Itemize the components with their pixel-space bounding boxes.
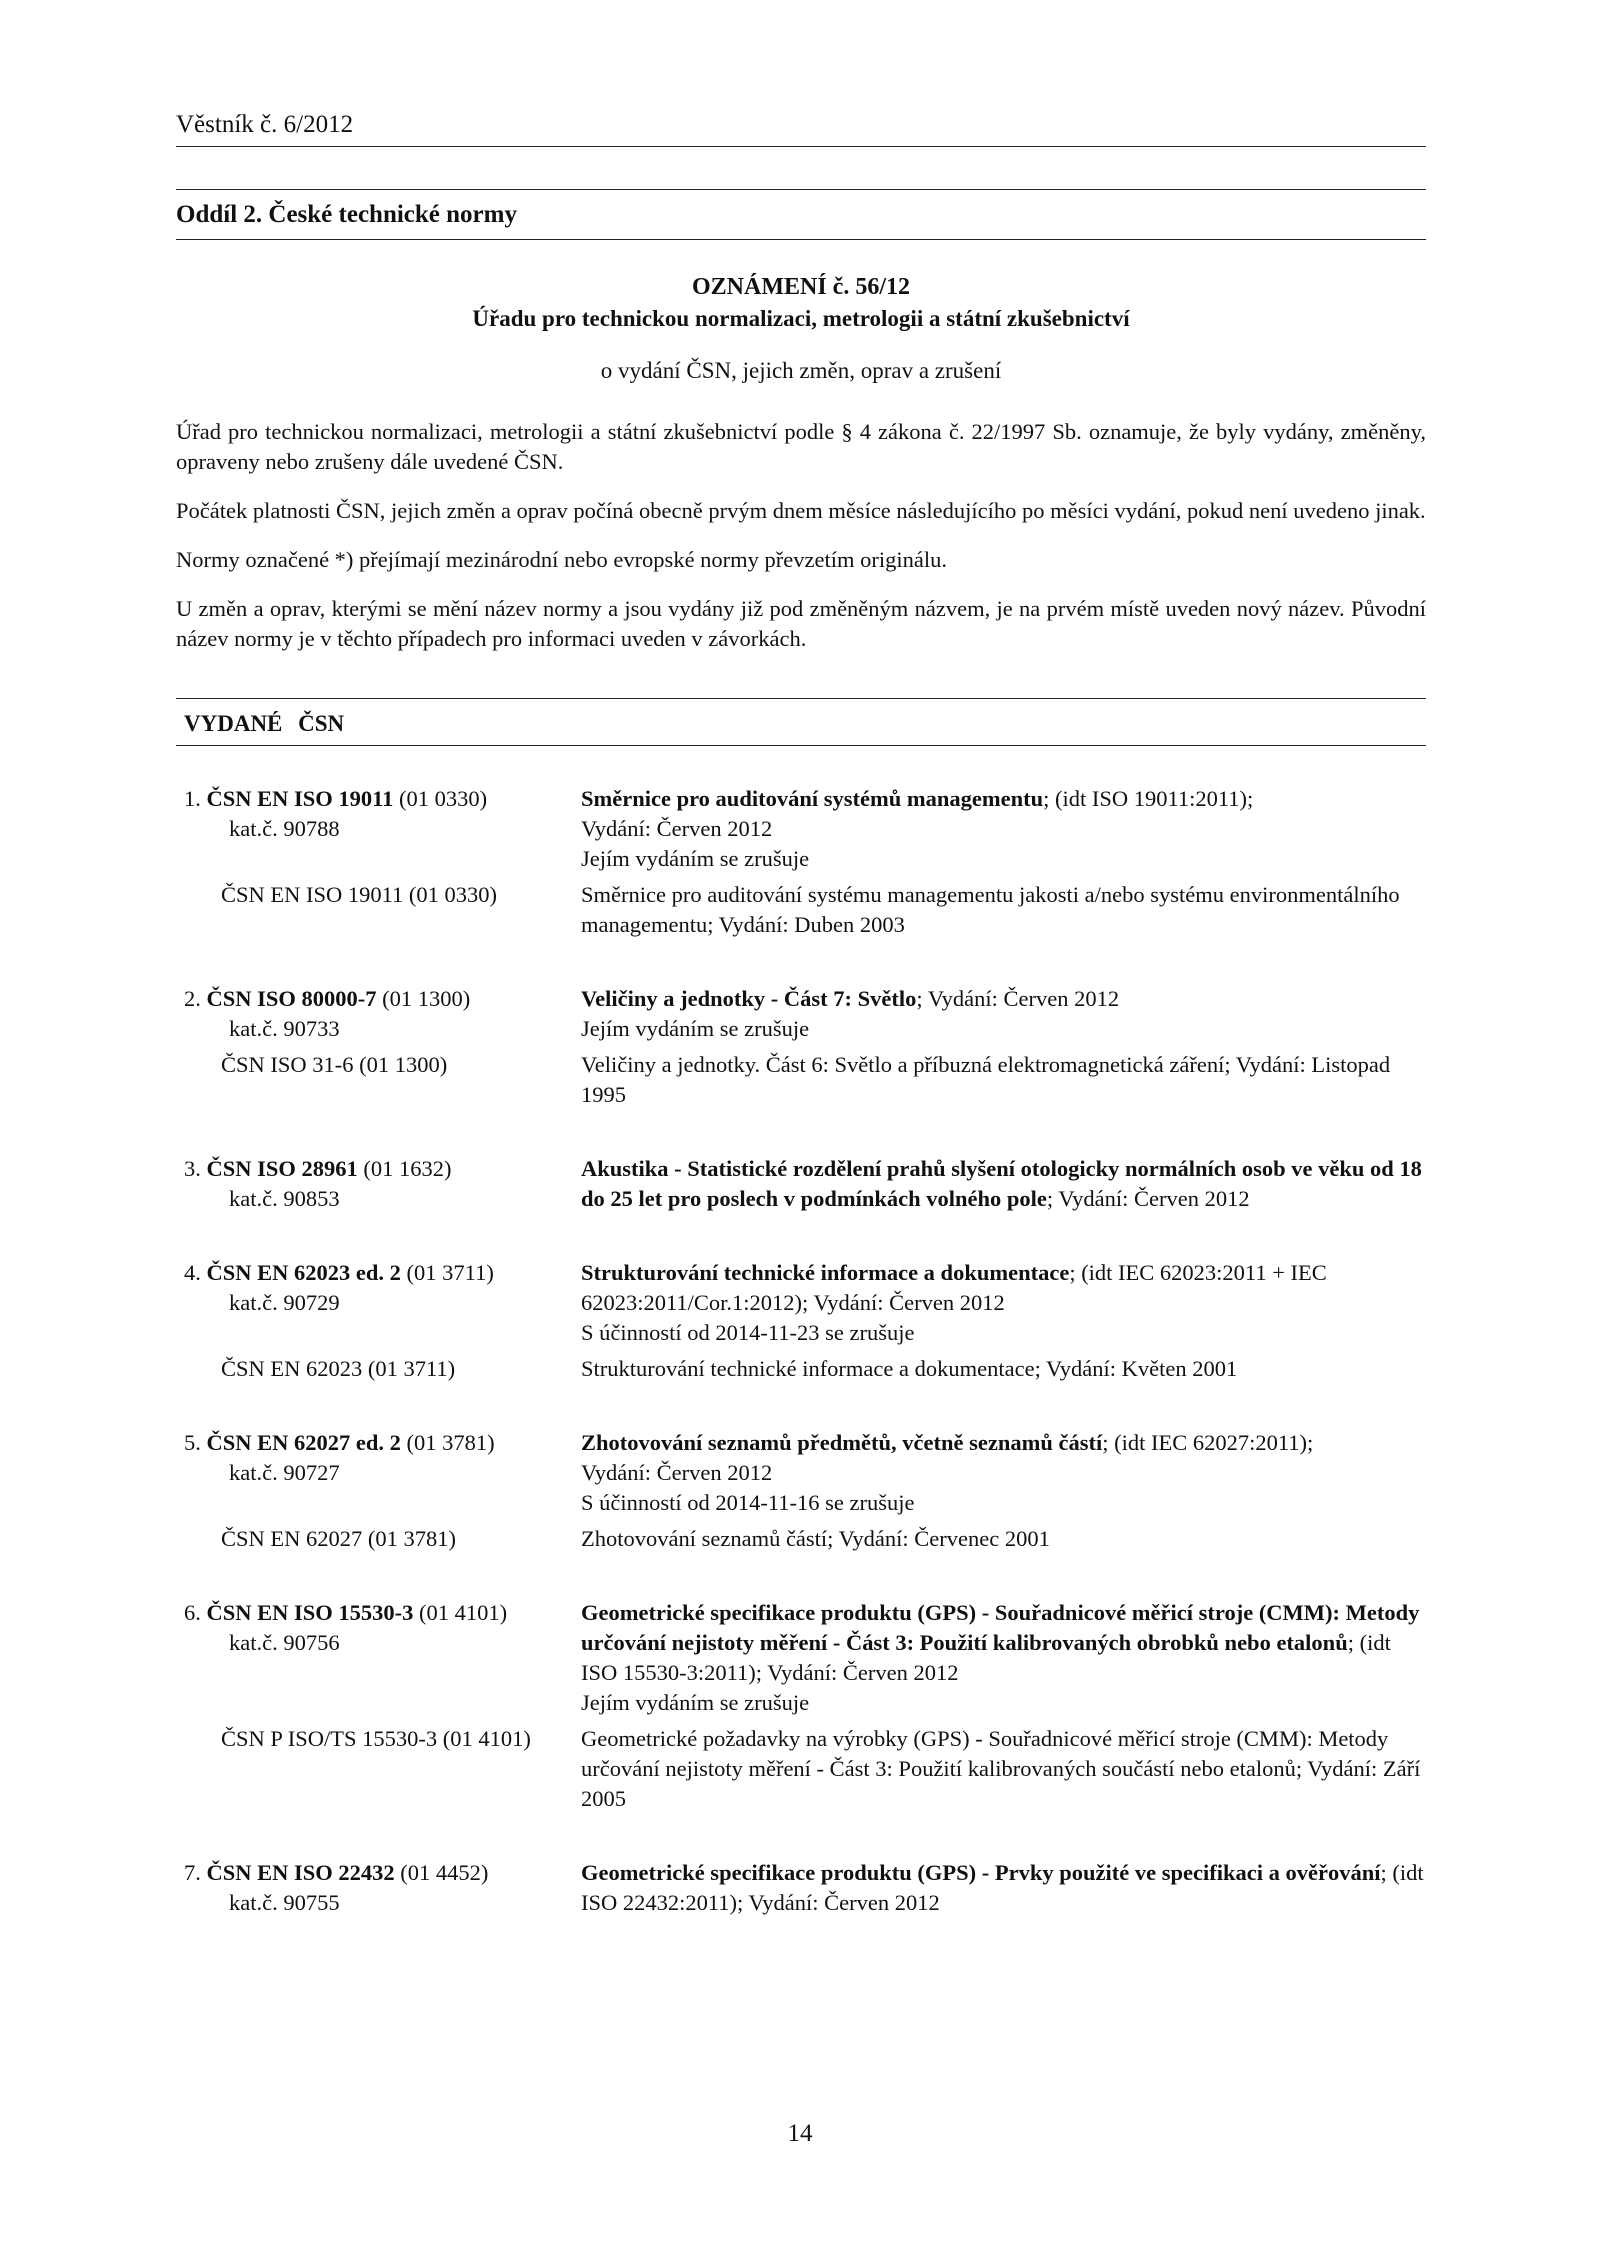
standard-code: ČSN EN ISO 15530-3 [206,1600,414,1625]
standard-details: ; (idt ISO 22432:2011); Vydání: Červen 2012 [581,1860,1424,1915]
catalog-number: kat.č. 90755 [229,1890,340,1915]
standard-item [176,1598,1426,1814]
replaced-standard-text: Zhotovování seznamů částí; Vydání: Červenec 2001 [581,1526,1050,1551]
standard-class: (01 3781) [400,1430,495,1455]
replaced-standard-code: ČSN EN 62027 (01 3781) [221,1526,456,1551]
standard-details: ; (idt ISO 15530-3:2011); Vydání: Červen 2012 [581,1630,1391,1685]
standard-title: Směrnice pro auditování systémů managementu [581,786,1044,811]
paragraph: U změn a oprav, kterými se mění název normy a jsou vydány již pod změněným názvem, je na prvém místě uveden nový název. Původní název normy je v těchto případech pro informaci uveden v závorkách. [176,596,1426,651]
standard-desc-cell [581,1598,1426,1718]
standard-details: ; Vydání: Červen 2012 [1046,1186,1250,1211]
standard-id-cell [176,1428,581,1518]
notice-title: OZNÁMENÍ č. 56/12 [692,274,910,300]
standard-note: S účinností od 2014-11-16 se zrušuje [581,1490,915,1515]
standard-note: Jejím vydáním se zrušuje [581,1690,810,1715]
catalog-number: kat.č. 90733 [229,1016,340,1041]
standard-code: ČSN EN ISO 22432 [206,1860,395,1885]
notice-authority: Úřadu pro technickou normalizaci, metrologii a státní zkušebnictví [472,306,1130,331]
standard-title: Strukturování technické informace a dokumentace [581,1260,1070,1285]
standard-desc-cell [581,784,1426,874]
replaced-standard-code: ČSN EN ISO 19011 (01 0330) [221,882,498,907]
standard-desc-cell [581,984,1426,1044]
running-header: Věstník č. 6/2012 [176,110,1426,147]
standard-code: ČSN EN ISO 19011 [206,786,394,811]
replaced-standard-code: ČSN ISO 31-6 (01 1300) [221,1052,448,1077]
standard-desc-cell [581,1154,1426,1214]
catalog-number: kat.č. 90727 [229,1460,340,1485]
standard-item [176,784,1426,940]
standard-desc-cell [581,1858,1426,1918]
standard-title: Geometrické specifikace produktu (GPS) - Souřadnicové měřicí stroje (CMM): Metody určování nejistoty měření - Část 3: Použití kalibrovaných obrobků nebo etalonů [581,1600,1420,1655]
standard-note: Jejím vydáním se zrušuje [581,1016,810,1041]
standard-note: Vydání: Červen 2012 [581,1460,773,1485]
standard-id-cell [176,1858,581,1918]
standard-title: Akustika - Statistické rozdělení prahů slyšení otologicky normálních osob ve věku od 18 do 25 let pro poslech v podmínkách volného pole [581,1156,1422,1211]
standard-id-cell [176,984,581,1044]
standard-item [176,1428,1426,1554]
item-number: 5. [184,1430,201,1455]
standard-code: ČSN ISO 28961 [206,1156,358,1181]
standard-class: (01 1300) [376,986,471,1011]
standard-item [176,984,1426,1110]
replaced-standard-code: ČSN EN 62023 (01 3711) [221,1356,456,1381]
standard-class: (01 4101) [413,1600,508,1625]
catalog-number: kat.č. 90853 [229,1186,340,1211]
section-title: Oddíl 2. České technické normy [176,189,1426,240]
catalog-number: kat.č. 90756 [229,1630,340,1655]
page-number: 14 [787,2120,813,2147]
catalog-number: kat.č. 90788 [229,816,340,841]
standard-item [176,1258,1426,1384]
item-number: 4. [184,1260,201,1285]
standard-item [176,1154,1426,1214]
standard-note: Jejím vydáním se zrušuje [581,846,810,871]
standard-id-cell [176,1154,581,1214]
paragraph: Úřad pro technickou normalizaci, metrologii a státní zkušebnictví podle § 4 zákona č. 22/1997 Sb. oznamuje, že byly vydány, změněny, opraveny nebo zrušeny dále uvedené ČSN. [176,419,1426,474]
standard-note: Vydání: Červen 2012 [581,816,773,841]
standard-details: ; (idt IEC 62023:2011 + IEC 62023:2011/Cor.1:2012); Vydání: Červen 2012 [581,1260,1327,1315]
standard-desc-cell [581,1428,1426,1518]
replaced-standard-text: Směrnice pro auditování systému managementu jakosti a/nebo systému environmentálního managementu; Vydání: Duben 2003 [581,882,1400,937]
paragraph: Počátek platnosti ČSN, jejich změn a oprav počíná obecně prvým dnem měsíce následujícího po měsíci vydání, pokud není uvedeno jinak. [176,498,1426,523]
replaced-standard-text: Geometrické požadavky na výrobky (GPS) - Souřadnicové měřicí stroje (CMM): Metody určování nejistoty měření - Část 3: Použití kalibrovaných součástí nebo etalonů; Vydání: Září 2005 [581,1726,1421,1811]
document-page [176,110,1426,1962]
standard-title: Geometrické specifikace produktu (GPS) - Prvky použité ve specifikaci a ověřování [581,1860,1381,1885]
item-number: 3. [184,1156,201,1181]
notice-subject: o vydání ČSN, jejich změn, oprav a zrušení [600,358,1002,383]
standard-class: (01 1632) [357,1156,452,1181]
issued-heading: VYDANÉ ČSN [176,698,1426,746]
standard-note: S účinností od 2014-11-23 se zrušuje [581,1320,915,1345]
item-number: 6. [184,1600,201,1625]
replaced-standard-text: Veličiny a jednotky. Část 6: Světlo a příbuzná elektromagnetická záření; Vydání: Listopad 1995 [581,1052,1391,1107]
paragraph: Normy označené *) přejímají mezinárodní nebo evropské normy převzetím originálu. [176,547,947,572]
replaced-standard-text: Strukturování technické informace a dokumentace; Vydání: Květen 2001 [581,1356,1238,1381]
item-number: 2. [184,986,201,1011]
standard-id-cell [176,784,581,874]
standards-list [176,784,1426,1918]
standard-desc-cell [581,1258,1426,1348]
item-number: 1. [184,786,201,811]
standard-id-cell [176,1258,581,1348]
standard-code: ČSN EN 62027 ed. 2 [206,1430,401,1455]
standard-id-cell [176,1598,581,1718]
standard-item [176,1858,1426,1918]
standard-details: ; (idt IEC 62027:2011); [1102,1430,1314,1455]
standard-details: ; (idt ISO 19011:2011); [1043,786,1254,811]
catalog-number: kat.č. 90729 [229,1290,340,1315]
standard-details: ; Vydání: Červen 2012 [916,986,1120,1011]
standard-title: Zhotovování seznamů předmětů, včetně seznamů částí [581,1430,1103,1455]
standard-code: ČSN ISO 80000-7 [206,986,377,1011]
standard-class: (01 0330) [393,786,488,811]
standard-class: (01 4452) [394,1860,489,1885]
standard-title: Veličiny a jednotky - Část 7: Světlo [581,986,917,1011]
standard-code: ČSN EN 62023 ed. 2 [206,1260,401,1285]
replaced-standard-code: ČSN P ISO/TS 15530-3 (01 4101) [221,1726,531,1751]
item-number: 7. [184,1860,201,1885]
standard-class: (01 3711) [400,1260,494,1285]
